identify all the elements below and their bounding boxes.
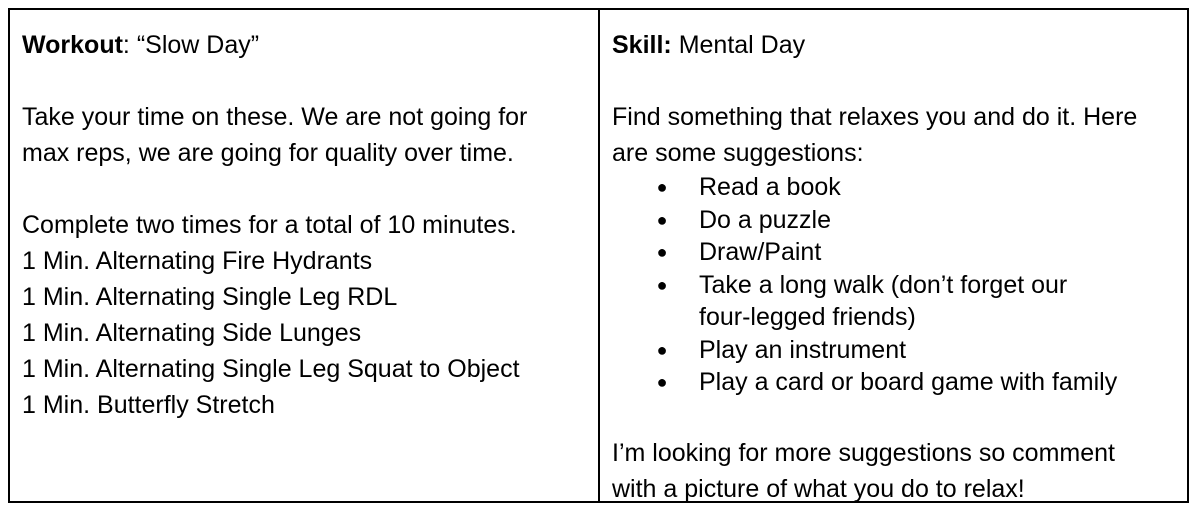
workout-list [22, 207, 586, 423]
bullet-icon: ● [656, 339, 668, 360]
workout-cell [10, 10, 600, 501]
suggestion-text: Do a puzzle [699, 205, 832, 234]
bullet-icon: ● [656, 177, 668, 197]
skill-heading-title: Mental Day [671, 31, 806, 59]
exercise-item: 1 Min. Alternating Single Leg RDL [22, 283, 398, 311]
list-item [652, 236, 1175, 269]
workout-heading-title: : “Slow Day” [122, 31, 260, 59]
suggestion-text: Draw/Paint [699, 238, 822, 266]
list-item [652, 334, 1175, 367]
exercise-item: 1 Min. Butterfly Stretch [22, 391, 275, 419]
bullet-icon: ● [656, 372, 668, 392]
bullet-icon: ● [656, 209, 668, 230]
skill-closing [612, 435, 1175, 507]
workout-instruction: Complete two times for a total of 10 minutes. [22, 211, 517, 239]
suggestion-text: Take a long walk (don’t forget our [699, 270, 1068, 299]
bullet-icon: ● [656, 242, 668, 262]
exercise-item: 1 Min. Alternating Fire Hydrants [22, 247, 373, 275]
suggestion-text: Play an instrument [699, 335, 907, 364]
skill-closing-line: I’m looking for more suggestions so comment [612, 438, 1115, 467]
skill-intro [612, 99, 1175, 171]
skill-closing-line: with a picture of what you do to relax! [612, 474, 1025, 503]
skill-intro-line: are some suggestions: [612, 139, 864, 167]
exercise-item: 1 Min. Alternating Single Leg Squat to Object [22, 355, 520, 383]
workout-intro-line: Take your time on these. We are not going for [22, 103, 528, 131]
workout-heading [22, 27, 586, 63]
suggestion-text: Play a card or board game with family [699, 368, 1118, 396]
workout-intro-line: max reps, we are going for quality over time. [22, 139, 514, 167]
bullet-icon: ● [656, 274, 668, 295]
suggestion-list [612, 171, 1175, 399]
skill-heading-label: Skill: [612, 31, 672, 59]
list-item [652, 204, 1175, 237]
workout-heading-label: Workout [22, 31, 123, 59]
skill-intro-line: Find something that relaxes you and do it. Here [612, 103, 1138, 131]
list-item [652, 366, 1175, 399]
exercise-item: 1 Min. Alternating Side Lunges [22, 319, 362, 347]
list-item [652, 171, 1175, 204]
suggestion-text: four-legged friends) [699, 303, 916, 331]
list-item [652, 269, 1175, 334]
suggestion-text: Read a book [699, 173, 841, 201]
skill-cell [600, 10, 1187, 501]
skill-heading [612, 27, 1175, 63]
workout-intro [22, 99, 586, 171]
content-table [8, 8, 1189, 503]
